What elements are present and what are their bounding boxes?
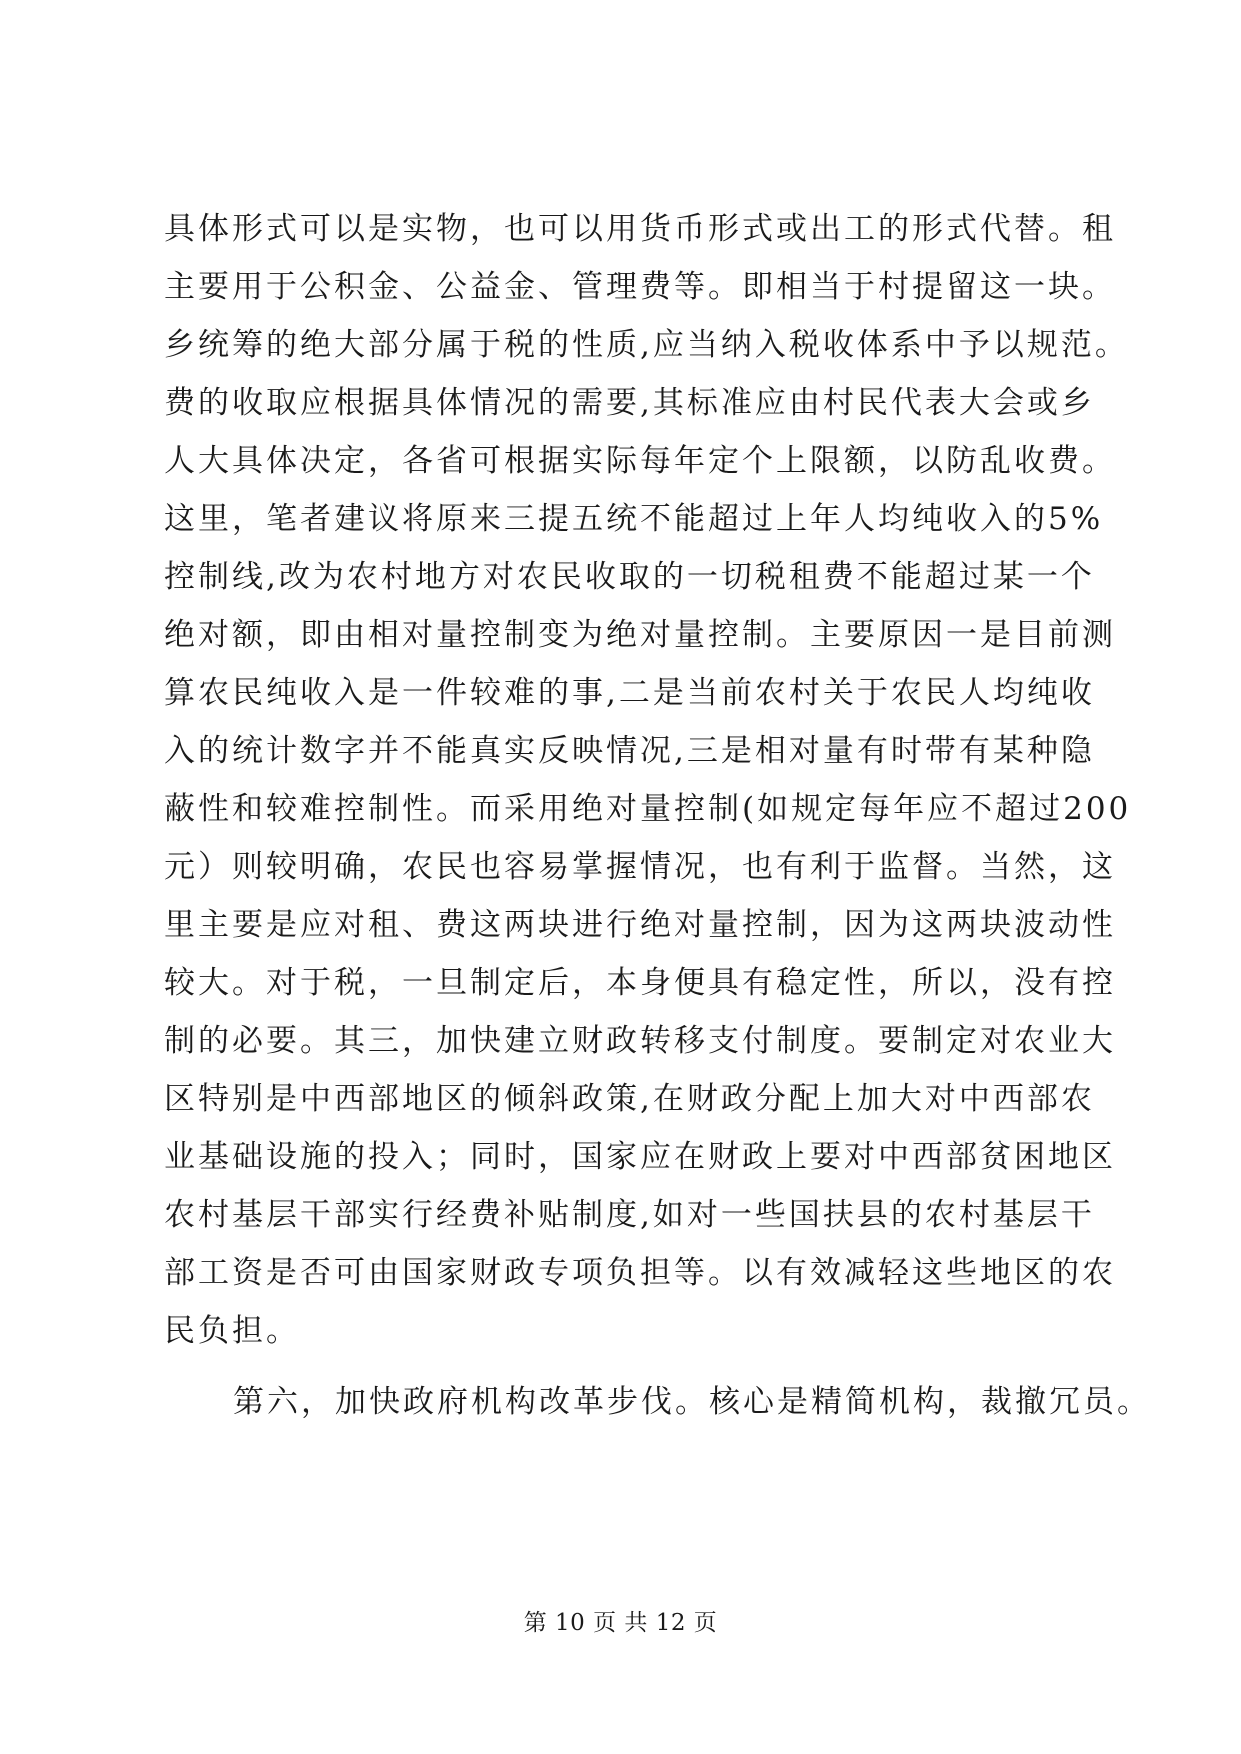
text-line: 农村基层干部实行经费补贴制度,如对一些国扶县的农村基层干 — [164, 1197, 1095, 1233]
text-line: 主要用于公积金、公益金、管理费等。即相当于村提留这一块。 — [164, 269, 1116, 305]
text-line: 费的收取应根据具体情况的需要,其标准应由村民代表大会或乡 — [164, 385, 1095, 421]
text-line: 这里，笔者建议将原来三提五统不能超过上年人均纯收入的5% — [164, 501, 1104, 537]
text-line: 算农民纯收入是一件较难的事,二是当前农村关于农民人均纯收 — [164, 675, 1095, 711]
page-number-footer: 第 10 页 共 12 页 — [523, 1610, 718, 1636]
text-line: 具体形式可以是实物，也可以用货币形式或出工的形式代替。租 — [164, 211, 1116, 247]
text-line: 业基础设施的投入；同时，国家应在财政上要对中西部贫困地区 — [164, 1139, 1116, 1175]
text-line: 制的必要。其三，加快建立财政转移支付制度。要制定对农业大 — [164, 1023, 1116, 1059]
text-line: 区特别是中西部地区的倾斜政策,在财政分配上加大对中西部农 — [164, 1081, 1095, 1117]
text-line: 乡统筹的绝大部分属于税的性质,应当纳入税收体系中予以规范。 — [164, 327, 1129, 363]
text-line: 人大具体决定，各省可根据实际每年定个上限额，以防乱收费。 — [164, 443, 1116, 479]
text-line: 元）则较明确，农民也容易掌握情况，也有利于监督。当然，这 — [164, 849, 1116, 885]
body-text — [164, 205, 1151, 1436]
text-line: 部工资是否可由国家财政专项负担等。以有效减轻这些地区的农 — [164, 1255, 1116, 1291]
text-line: 蔽性和较难控制性。而采用绝对量控制(如规定每年应不超过200 — [164, 791, 1132, 827]
text-line: 入的统计数字并不能真实反映情况,三是相对量有时带有某种隐 — [164, 733, 1095, 769]
text-line: 里主要是应对租、费这两块进行绝对量控制，因为这两块波动性 — [164, 907, 1116, 943]
paragraph-first-line: 第六，加快政府机构改革步伐。核心是精简机构，裁撤冗员。 — [233, 1384, 1151, 1420]
text-line: 控制线,改为农村地方对农民收取的一切税租费不能超过某一个 — [164, 559, 1095, 595]
text-line: 民负担。 — [164, 1313, 300, 1349]
text-line: 绝对额，即由相对量控制变为绝对量控制。主要原因一是目前测 — [164, 617, 1116, 653]
text-line: 较大。对于税，一旦制定后，本身便具有稳定性，所以，没有控 — [164, 965, 1116, 1001]
